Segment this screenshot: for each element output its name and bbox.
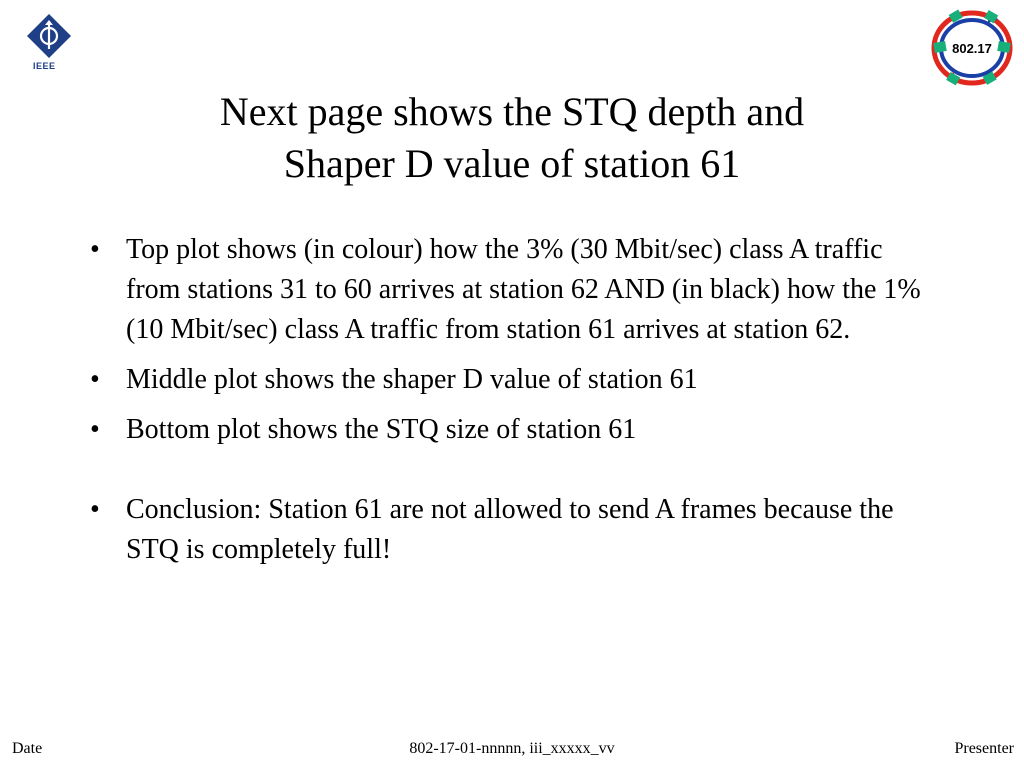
- footer-presenter: Presenter: [954, 740, 1014, 757]
- bullet-item: [90, 230, 940, 350]
- ring-802-17-logo: [926, 6, 1018, 90]
- bullet-text: Bottom plot shows the STQ size of station 61: [126, 414, 637, 445]
- footer-document-id: 802-17-01-nnnnn, iii_xxxxx_vv: [409, 740, 615, 757]
- slide-title: [130, 86, 894, 190]
- bullet-dot: •: [90, 494, 100, 525]
- bullet-item: [90, 490, 940, 570]
- ieee-logo-text: IEEE: [33, 61, 56, 71]
- ring-logo-text: 802.17: [952, 41, 992, 56]
- bullet-text: Top plot shows (in colour) how the 3% (30 Mbit/sec) class A traffic from stations 31 to 60 arrives at station 62 AND (in black) how the 1% (10 Mbit/sec) class A traffic from station 61 arrives at station 62.: [126, 234, 921, 345]
- bullet-item: [90, 410, 940, 450]
- bullet-text: Middle plot shows the shaper D value of station 61: [126, 364, 698, 395]
- title-line-1: Next page shows the STQ depth and: [219, 89, 805, 134]
- bullet-dot: •: [90, 234, 100, 265]
- bullet-item: [90, 360, 940, 400]
- title-line-2: Shaper D value of station 61: [283, 141, 741, 186]
- bullet-list: [90, 230, 940, 580]
- bullet-text: Conclusion: Station 61 are not allowed to send A frames because the STQ is completely full!: [126, 494, 894, 565]
- footer-date: Date: [12, 740, 43, 757]
- bullet-dot: •: [90, 364, 100, 395]
- slide-footer: [0, 740, 1024, 764]
- bullet-dot: •: [90, 414, 100, 445]
